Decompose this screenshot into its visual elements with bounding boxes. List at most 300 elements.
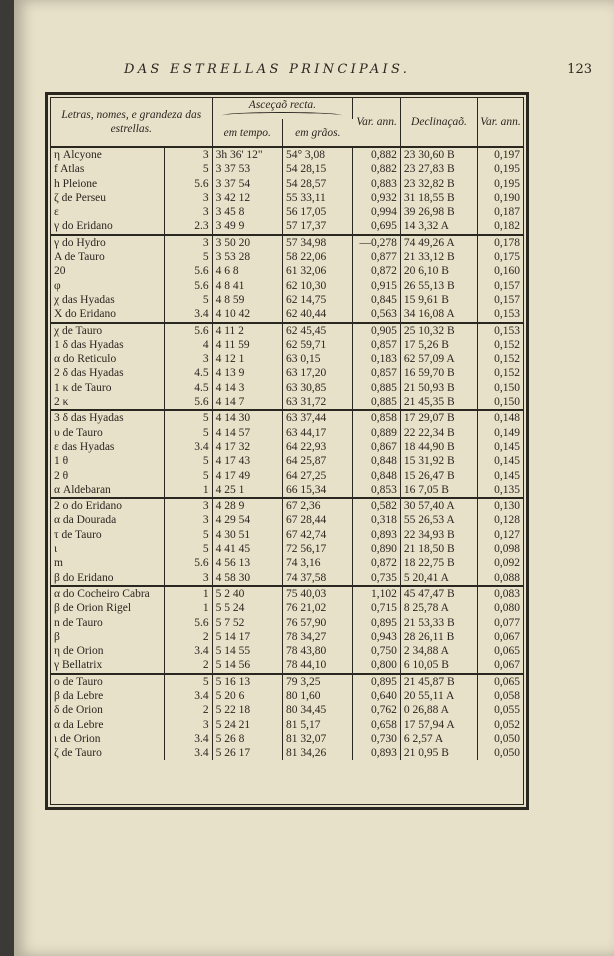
table-row [51, 674, 523, 689]
declination-variation: 0,065 [494, 645, 520, 658]
star-magnitude: 5 [164, 250, 212, 264]
ascension-degrees: 67 28,44 [282, 513, 352, 527]
annual-variation: 0,848 [353, 469, 401, 483]
declination: 23 30,60 B [400, 147, 477, 162]
declination: 14 3,32 A [400, 219, 477, 234]
star-name: 2 θ [51, 469, 164, 483]
declination-variation: 0,160 [494, 265, 520, 278]
ascension-time: 3h 36' 12" [212, 147, 282, 162]
annual-variation: 0,563 [353, 307, 401, 322]
annual-variation: —0,278 [353, 235, 401, 250]
book-page [14, 0, 614, 956]
table-row [51, 426, 523, 440]
table-row [51, 513, 523, 527]
ascension-time: 5 16 13 [212, 674, 282, 689]
ascension-time: 3 50 20 [212, 235, 282, 250]
declination-variation: 0,195 [494, 177, 520, 190]
declination-variation: 0,077 [494, 616, 520, 629]
declination: 15 9,61 B [400, 293, 477, 307]
ascension-degrees: 78 43,80 [282, 644, 352, 658]
star-magnitude: 5 [164, 674, 212, 689]
declination-variation: 0,187 [494, 206, 520, 219]
ascension-degrees: 62 10,30 [282, 279, 352, 293]
declination-variation: 0,083 [494, 587, 520, 600]
star-name: 1 δ das Hyadas [51, 338, 164, 352]
ascension-time: 4 11 2 [212, 323, 282, 338]
table-row [51, 542, 523, 556]
header-degrees: em grãos. [282, 119, 352, 147]
declination: 17 5,26 B [400, 338, 477, 352]
ascension-degrees: 57 17,37 [282, 219, 352, 234]
star-name: α da Dourada [51, 513, 164, 527]
declination: 23 32,82 B [400, 177, 477, 191]
annual-variation: 0,890 [353, 542, 401, 556]
ascension-time: 4 58 30 [212, 571, 282, 586]
declination: 28 26,11 B [400, 630, 477, 644]
ascension-time: 4 12 1 [212, 352, 282, 366]
annual-variation: 0,895 [353, 616, 401, 630]
ascension-degrees: 74 3,16 [282, 556, 352, 570]
table-row [51, 205, 523, 219]
ascension-time: 3 49 9 [212, 219, 282, 234]
star-name: m [51, 556, 164, 570]
star-name: τ de Tauro [51, 528, 164, 542]
star-name: A de Tauro [51, 250, 164, 264]
ascension-degrees: 63 30,85 [282, 381, 352, 395]
ascension-time: 5 14 17 [212, 630, 282, 644]
table-row [51, 658, 523, 673]
star-name: ε das Hyadas [51, 440, 164, 454]
star-magnitude: 5 [164, 426, 212, 440]
ascension-time: 4 25 1 [212, 483, 282, 498]
star-name: 1 θ [51, 454, 164, 468]
star-name: γ do Hydro [51, 235, 164, 250]
star-name: α do Reticulo [51, 352, 164, 366]
star-name: γ do Eridano [51, 219, 164, 234]
declination: 15 31,92 B [400, 454, 477, 468]
ascension-time: 4 14 7 [212, 395, 282, 410]
declination-variation: 0,195 [494, 163, 520, 176]
ascension-time: 3 37 53 [212, 162, 282, 176]
star-name: ι de Orion [51, 732, 164, 746]
annual-variation: 0,735 [353, 571, 401, 586]
page-header [14, 62, 614, 82]
annual-variation: 0,853 [353, 483, 401, 498]
annual-variation: 0,715 [353, 601, 401, 615]
brace-mark [222, 112, 342, 119]
declination: 21 45,35 B [400, 395, 477, 410]
ascension-degrees: 63 31,72 [282, 395, 352, 410]
ascension-degrees: 58 22,06 [282, 250, 352, 264]
declination: 74 49,26 A [400, 235, 477, 250]
star-magnitude: 3.4 [164, 307, 212, 322]
star-magnitude: 5 [164, 454, 212, 468]
star-magnitude: 5.6 [164, 616, 212, 630]
ascension-time: 3 42 12 [212, 191, 282, 205]
declination-variation: 0,092 [494, 557, 520, 570]
ascension-time: 5 26 8 [212, 732, 282, 746]
annual-variation: 0,858 [353, 410, 401, 425]
declination: 6 2,57 A [400, 732, 477, 746]
ascension-degrees: 81 5,17 [282, 718, 352, 732]
table-row [51, 338, 523, 352]
star-magnitude: 4.5 [164, 381, 212, 395]
table-row [51, 235, 523, 250]
table-row [51, 279, 523, 293]
running-title: DAS ESTRELLAS PRINCIPAIS. [124, 62, 411, 77]
annual-variation: 0,857 [353, 338, 401, 352]
table-row [51, 630, 523, 644]
ascension-degrees: 78 34,27 [282, 630, 352, 644]
declination-variation: 0,088 [478, 571, 523, 586]
annual-variation: 0,905 [353, 323, 401, 338]
table-row [51, 352, 523, 366]
star-magnitude: 3 [164, 571, 212, 586]
declination: 21 0,95 B [400, 746, 477, 760]
star-name: γ Bellatrix [51, 658, 164, 673]
ascension-time: 4 56 13 [212, 556, 282, 570]
declination-variation: 0,145 [494, 455, 520, 468]
declination-variation: 0,135 [478, 483, 523, 498]
table-body [51, 147, 523, 760]
ascension-degrees: 63 37,44 [282, 410, 352, 425]
annual-variation: 0,877 [353, 250, 401, 264]
declination: 8 25,78 A [400, 601, 477, 615]
ascension-degrees: 55 33,11 [282, 191, 352, 205]
table-row [51, 718, 523, 732]
header-var: Var. ann. [353, 98, 401, 147]
declination-variation: 0,197 [494, 149, 520, 161]
declination-variation: 0,190 [494, 191, 520, 204]
ascension-time: 3 45 8 [212, 205, 282, 219]
ascension-degrees: 54 28,57 [282, 177, 352, 191]
table-row [51, 469, 523, 483]
declination: 26 55,13 B [400, 279, 477, 293]
annual-variation: 0,915 [353, 279, 401, 293]
declination-variation: 0,157 [494, 293, 520, 306]
star-name: β do Eridano [51, 571, 164, 586]
header-names: Letras, nomes, e grandeza das estrellas. [51, 98, 212, 147]
ascension-time: 4 30 51 [212, 528, 282, 542]
annual-variation: 1,102 [353, 586, 401, 601]
ascension-degrees: 76 21,02 [282, 601, 352, 615]
table-row [51, 644, 523, 658]
declination-variation: 0,153 [494, 324, 520, 337]
ascension-degrees: 80 1,60 [282, 689, 352, 703]
declination-variation: 0,067 [494, 630, 520, 643]
declination-variation: 0,152 [494, 353, 520, 366]
declination-variation: 0,098 [494, 543, 520, 556]
star-magnitude: 3 [164, 352, 212, 366]
annual-variation: 0,582 [353, 498, 401, 513]
declination: 21 50,93 B [400, 381, 477, 395]
star-name: η de Orion [51, 644, 164, 658]
header-var2: Var. ann. [478, 98, 523, 147]
ascension-degrees: 81 32,07 [282, 732, 352, 746]
declination-variation: 0,148 [494, 412, 520, 425]
star-name: φ [51, 279, 164, 293]
declination-variation: 0,130 [494, 500, 520, 513]
declination: 39 26,98 B [400, 205, 477, 219]
annual-variation: 0,695 [353, 219, 401, 234]
ascension-degrees: 76 57,90 [282, 616, 352, 630]
table-row [51, 586, 523, 601]
ascension-time: 4 41 45 [212, 542, 282, 556]
star-name: β de Orion Rigel [51, 601, 164, 615]
table-row [51, 616, 523, 630]
table-row [51, 395, 523, 410]
ascension-time: 5 7 52 [212, 616, 282, 630]
star-table [51, 98, 523, 760]
declination-variation: 0,150 [494, 381, 520, 394]
ascension-degrees: 56 17,05 [282, 205, 352, 219]
ascension-time: 4 28 9 [212, 498, 282, 513]
ascension-time: 4 17 43 [212, 454, 282, 468]
annual-variation: 0,883 [353, 177, 401, 191]
ascension-time: 3 53 28 [212, 250, 282, 264]
ascension-degrees: 57 34,98 [282, 235, 352, 250]
star-magnitude: 4 [164, 338, 212, 352]
ascension-time: 3 37 54 [212, 177, 282, 191]
ascension-degrees: 63 44,17 [282, 426, 352, 440]
ascension-degrees: 74 37,58 [282, 571, 352, 586]
ascension-degrees: 54° 3,08 [282, 147, 352, 162]
star-magnitude: 3.4 [164, 732, 212, 746]
declination: 20 55,11 A [400, 689, 477, 703]
declination: 0 26,88 A [400, 703, 477, 717]
annual-variation: 0,800 [353, 658, 401, 673]
star-magnitude: 3.4 [164, 644, 212, 658]
ascension-time: 5 14 56 [212, 658, 282, 673]
ascension-time: 5 14 55 [212, 644, 282, 658]
star-magnitude: 3 [164, 205, 212, 219]
ascension-time: 4 6 8 [212, 264, 282, 278]
star-magnitude: 5.6 [164, 323, 212, 338]
annual-variation: 0,183 [353, 352, 401, 366]
declination: 34 16,08 A [400, 307, 477, 322]
table-row [51, 746, 523, 760]
star-magnitude: 5.6 [164, 556, 212, 570]
table-row [51, 177, 523, 191]
annual-variation: 0,750 [353, 644, 401, 658]
annual-variation: 0,932 [353, 191, 401, 205]
table-row [51, 147, 523, 162]
declination: 21 53,33 B [400, 616, 477, 630]
declination-variation: 0,149 [494, 426, 520, 439]
annual-variation: 0,872 [353, 556, 401, 570]
ascension-time: 4 11 59 [212, 338, 282, 352]
declination: 21 18,50 B [400, 542, 477, 556]
declination-variation: 0,080 [494, 602, 520, 615]
annual-variation: 0,885 [353, 395, 401, 410]
annual-variation: 0,867 [353, 440, 401, 454]
ascension-degrees: 66 15,34 [282, 483, 352, 498]
ascension-degrees: 79 3,25 [282, 674, 352, 689]
star-magnitude: 4.5 [164, 366, 212, 380]
ascension-time: 5 2 40 [212, 586, 282, 601]
star-magnitude: 2 [164, 658, 212, 673]
annual-variation: 0,885 [353, 381, 401, 395]
star-name: υ de Tauro [51, 426, 164, 440]
annual-variation: 0,882 [353, 162, 401, 176]
annual-variation: 0,889 [353, 426, 401, 440]
star-name: α Aldebaran [51, 483, 164, 498]
declination-variation: 0,052 [494, 718, 520, 731]
star-magnitude: 3.4 [164, 440, 212, 454]
page-number: 123 [567, 62, 592, 77]
declination: 21 33,12 B [400, 250, 477, 264]
annual-variation: 0,318 [353, 513, 401, 527]
declination: 6 10,05 B [400, 658, 477, 673]
table-row [51, 732, 523, 746]
star-name: χ de Tauro [51, 323, 164, 338]
star-table-frame [45, 92, 529, 810]
table-row [51, 410, 523, 425]
ascension-time: 4 17 32 [212, 440, 282, 454]
declination-variation: 0,182 [478, 219, 523, 234]
star-magnitude: 1 [164, 483, 212, 498]
ascension-degrees: 62 59,71 [282, 338, 352, 352]
declination: 15 26,47 B [400, 469, 477, 483]
ascension-degrees: 67 2,36 [282, 498, 352, 513]
declination-variation: 0,157 [494, 279, 520, 292]
declination: 17 57,94 A [400, 718, 477, 732]
star-magnitude: 5 [164, 528, 212, 542]
star-magnitude: 5.6 [164, 395, 212, 410]
declination: 31 18,55 B [400, 191, 477, 205]
table-row [51, 483, 523, 498]
annual-variation: 0,845 [353, 293, 401, 307]
declination-variation: 0,127 [494, 528, 520, 541]
ascension-time: 4 17 49 [212, 469, 282, 483]
annual-variation: 0,872 [353, 264, 401, 278]
annual-variation: 0,730 [353, 732, 401, 746]
ascension-time: 4 14 57 [212, 426, 282, 440]
ascension-time: 5 26 17 [212, 746, 282, 760]
star-magnitude: 3.4 [164, 689, 212, 703]
header-ascension: Asceçaõ recta. [212, 98, 353, 119]
ascension-degrees: 63 17,20 [282, 366, 352, 380]
table-row [51, 381, 523, 395]
table-row [51, 440, 523, 454]
table-row [51, 293, 523, 307]
declination-variation: 0,175 [494, 251, 520, 264]
ascension-degrees: 78 44,10 [282, 658, 352, 673]
star-name: ε [51, 205, 164, 219]
ascension-time: 5 20 6 [212, 689, 282, 703]
declination: 16 7,05 B [400, 483, 477, 498]
declination: 22 34,93 B [400, 528, 477, 542]
star-magnitude: 5 [164, 469, 212, 483]
declination-variation: 0,055 [494, 704, 520, 717]
star-name: χ das Hyadas [51, 293, 164, 307]
table-row [51, 264, 523, 278]
annual-variation: 0,994 [353, 205, 401, 219]
star-name: β [51, 630, 164, 644]
star-name: η Alcyone [51, 147, 164, 162]
declination-variation: 0,050 [494, 747, 520, 760]
declination-variation: 0,152 [494, 367, 520, 380]
annual-variation: 0,857 [353, 366, 401, 380]
declination: 16 59,70 B [400, 366, 477, 380]
ascension-degrees: 54 28,15 [282, 162, 352, 176]
declination: 18 22,75 B [400, 556, 477, 570]
declination: 18 44,90 B [400, 440, 477, 454]
declination: 30 57,40 A [400, 498, 477, 513]
declination: 55 26,53 A [400, 513, 477, 527]
ascension-degrees: 72 56,17 [282, 542, 352, 556]
table-row [51, 703, 523, 717]
ascension-degrees: 61 32,06 [282, 264, 352, 278]
declination-variation: 0,153 [478, 307, 523, 322]
star-name: 2 ο do Eridano [51, 498, 164, 513]
star-magnitude: 5 [164, 293, 212, 307]
star-name: 1 κ de Tauro [51, 381, 164, 395]
ascension-degrees: 64 22,93 [282, 440, 352, 454]
header-declination: Declinaçaõ. [400, 98, 477, 147]
ascension-time: 4 29 54 [212, 513, 282, 527]
table-row [51, 307, 523, 322]
star-name: f Atlas [51, 162, 164, 176]
declination-variation: 0,145 [494, 440, 520, 453]
star-magnitude: 2 [164, 703, 212, 717]
ascension-degrees: 64 27,25 [282, 469, 352, 483]
star-magnitude: 3 [164, 191, 212, 205]
star-name: ο de Tauro [51, 674, 164, 689]
ascension-time: 5 22 18 [212, 703, 282, 717]
table-row [51, 366, 523, 380]
star-magnitude: 5.6 [164, 279, 212, 293]
annual-variation: 0,893 [353, 746, 401, 760]
ascension-time: 4 10 42 [212, 307, 282, 322]
star-magnitude: 3 [164, 147, 212, 162]
declination-variation: 0,178 [494, 236, 520, 249]
star-magnitude: 2.3 [164, 219, 212, 234]
star-name: α do Cocheiro Cabra [51, 586, 164, 601]
star-name: 2 δ das Hyadas [51, 366, 164, 380]
annual-variation: 0,640 [353, 689, 401, 703]
ascension-degrees: 67 42,74 [282, 528, 352, 542]
star-name: 2 κ [51, 395, 164, 410]
star-magnitude: 3 [164, 718, 212, 732]
table-row [51, 191, 523, 205]
ascension-degrees: 63 0,15 [282, 352, 352, 366]
declination-variation: 0,152 [494, 338, 520, 351]
declination: 17 29,07 B [400, 410, 477, 425]
ascension-time: 5 5 24 [212, 601, 282, 615]
table-row [51, 571, 523, 586]
annual-variation: 0,893 [353, 528, 401, 542]
declination: 23 27,83 B [400, 162, 477, 176]
ascension-degrees: 62 14,75 [282, 293, 352, 307]
star-name: ζ de Tauro [51, 746, 164, 760]
star-name: α da Lebre [51, 718, 164, 732]
star-magnitude: 3.4 [164, 746, 212, 760]
table-row [51, 601, 523, 615]
ascension-degrees: 80 34,45 [282, 703, 352, 717]
star-name: ζ de Perseu [51, 191, 164, 205]
ascension-time: 4 13 9 [212, 366, 282, 380]
header-time: em tempo. [212, 119, 282, 147]
table-row [51, 454, 523, 468]
declination-variation: 0,145 [494, 469, 520, 482]
declination: 2 34,88 A [400, 644, 477, 658]
star-magnitude: 5 [164, 162, 212, 176]
annual-variation: 0,848 [353, 454, 401, 468]
declination-variation: 0,065 [494, 675, 520, 688]
annual-variation: 0,882 [353, 147, 401, 162]
declination: 62 57,09 A [400, 352, 477, 366]
